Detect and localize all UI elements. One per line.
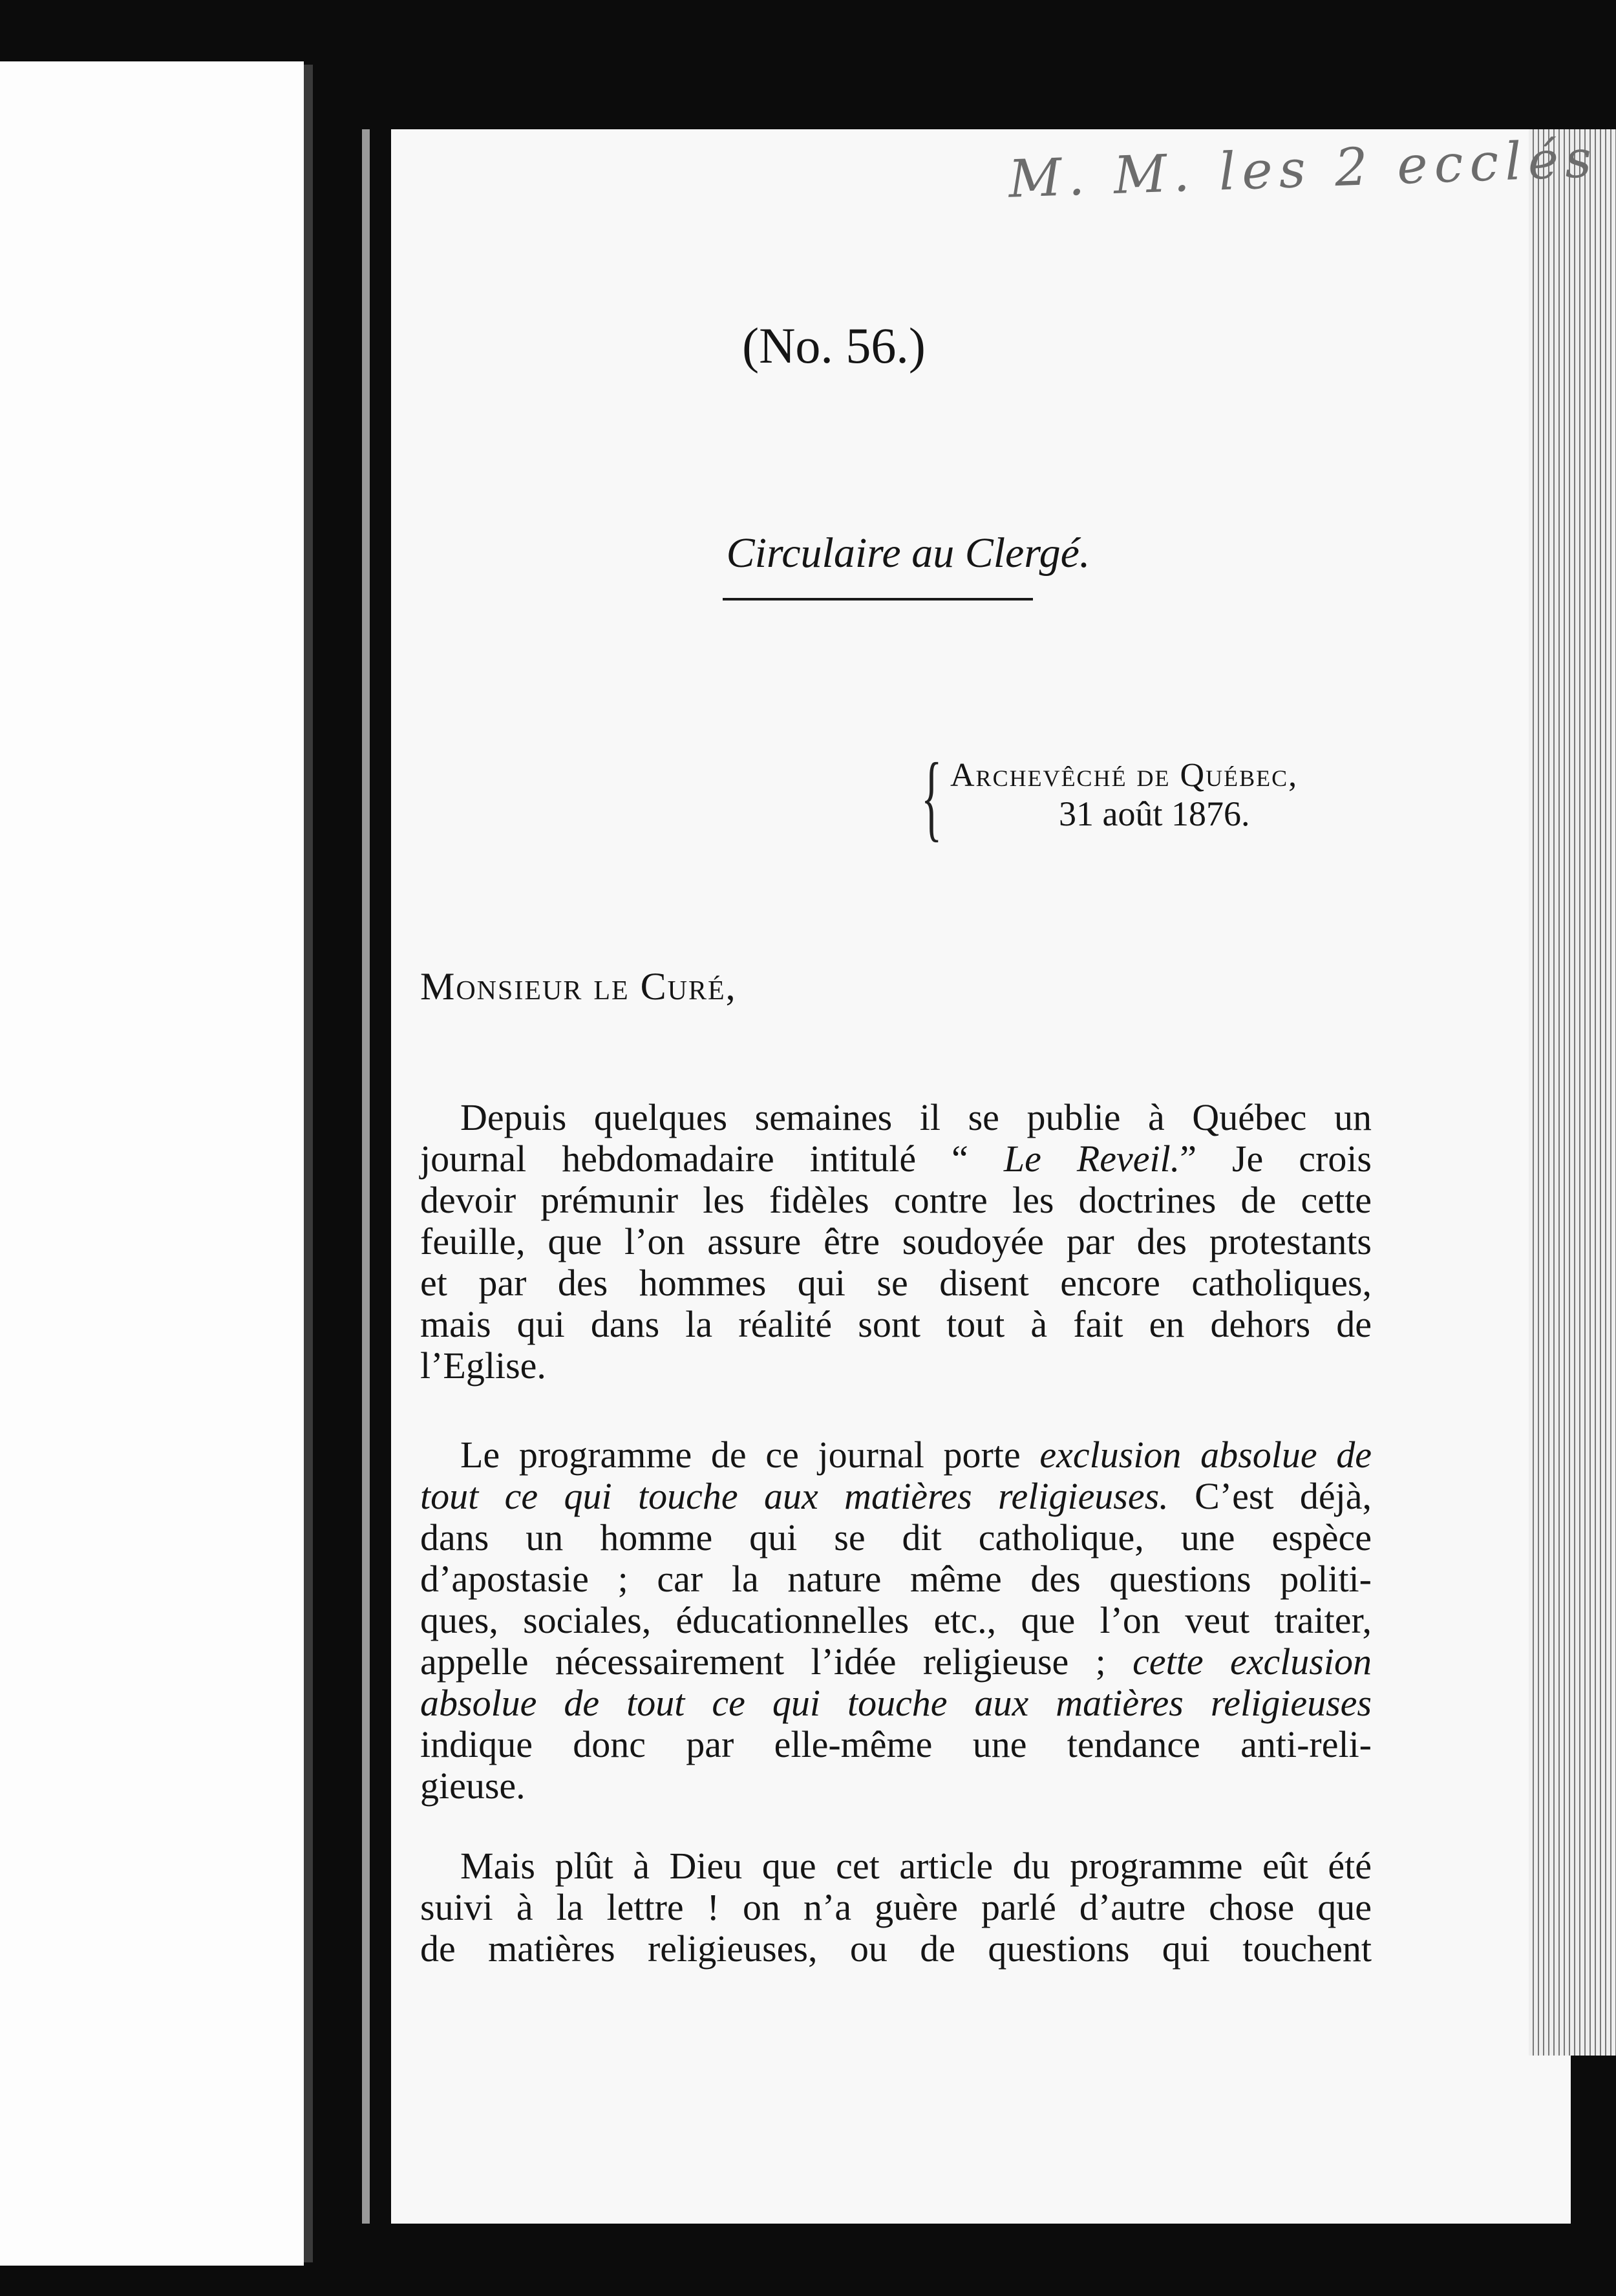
text-line <box>420 1887 1372 1928</box>
text-segment: de matières religieuses, ou de questions qui touchent <box>420 1928 1372 1970</box>
gutter <box>362 129 370 2224</box>
document-number <box>0 317 1616 375</box>
left-page <box>0 61 304 2266</box>
text-line <box>420 1517 1372 1558</box>
text-segment: d’apostasie ; car la nature même des questions politi- <box>420 1558 1372 1600</box>
text-line <box>420 1476 1372 1517</box>
italic-segment: absolue de tout ce qui touche aux matières religieuses <box>420 1682 1372 1724</box>
brace-mark: { <box>921 743 942 851</box>
text-line <box>420 1304 1372 1345</box>
text-segment: C’est déjà, <box>1168 1475 1372 1517</box>
text-line <box>420 1434 1372 1476</box>
text-segment: journal hebdomadaire intitulé “ <box>420 1138 1004 1180</box>
text-line <box>420 1845 1372 1887</box>
document-number-text: (No. 56.) <box>742 317 926 374</box>
text-segment: Le programme de ce journal porte <box>460 1434 1040 1476</box>
title-rule <box>723 598 1033 601</box>
paragraph-1 <box>420 1097 1372 1387</box>
text-line <box>420 1683 1372 1724</box>
text-line <box>420 1928 1372 1970</box>
text-line <box>420 1765 1372 1807</box>
text-line <box>420 1600 1372 1641</box>
text-segment: mais qui dans la réalité sont tout à fait en dehors de <box>420 1303 1372 1345</box>
text-segment: et par des hommes qui se disent encore catholiques, <box>420 1262 1372 1304</box>
text-segment: gieuse. <box>420 1765 526 1807</box>
text-segment: dans un homme qui se dit catholique, une espèce <box>420 1516 1372 1558</box>
date-line: 31 août 1876. <box>1059 794 1250 833</box>
text-segment: Depuis quelques semaines il se publie à Québec un <box>460 1096 1372 1138</box>
paragraph-2 <box>420 1434 1372 1807</box>
left-page-edge <box>304 65 313 2262</box>
italic-segment: Le Reveil. <box>1003 1138 1180 1180</box>
text-line <box>420 1221 1372 1262</box>
italic-segment: cette exclusion <box>1132 1641 1372 1683</box>
text-segment: suivi à la lettre ! on n’a guère parlé d’autre chose que <box>420 1886 1372 1928</box>
paragraph-3 <box>420 1845 1372 1970</box>
text-segment: devoir prémunir les fidèles contre les doctrines de cette <box>420 1179 1372 1221</box>
text-segment: appelle nécessairement l’idée religieuse ; <box>420 1641 1133 1683</box>
italic-segment: tout ce qui touche aux matières religieuses. <box>420 1475 1169 1517</box>
text-line <box>420 1345 1372 1387</box>
text-segment: indique donc par elle-même une tendance anti-reli- <box>420 1723 1372 1765</box>
salutation: Monsieur le Curé, <box>420 965 737 1008</box>
text-line <box>420 1138 1372 1180</box>
text-line <box>420 1558 1372 1600</box>
place-line: Archevêché de Québec, <box>950 757 1299 794</box>
document-title: Circulaire au Clergé. <box>726 529 1090 577</box>
text-line <box>420 1641 1372 1683</box>
text-segment: feuille, que l’on assure être soudoyée par des protestants <box>420 1220 1372 1262</box>
text-line <box>420 1180 1372 1221</box>
text-segment: l’Eglise. <box>420 1345 546 1387</box>
text-segment: ques, sociales, éducationnelles etc., que l’on veut traiter, <box>420 1599 1372 1641</box>
italic-segment: exclusion absolue de <box>1039 1434 1372 1476</box>
page-edges <box>1529 129 1616 2056</box>
text-line <box>420 1724 1372 1765</box>
text-segment: ” Je crois <box>1180 1138 1372 1180</box>
text-line <box>420 1262 1372 1304</box>
handwritten-note: M. M. les 2 ecclés <box>1007 128 1599 209</box>
text-segment: Mais plût à Dieu que cet article du programme eût été <box>460 1845 1372 1887</box>
text-line <box>420 1097 1372 1138</box>
